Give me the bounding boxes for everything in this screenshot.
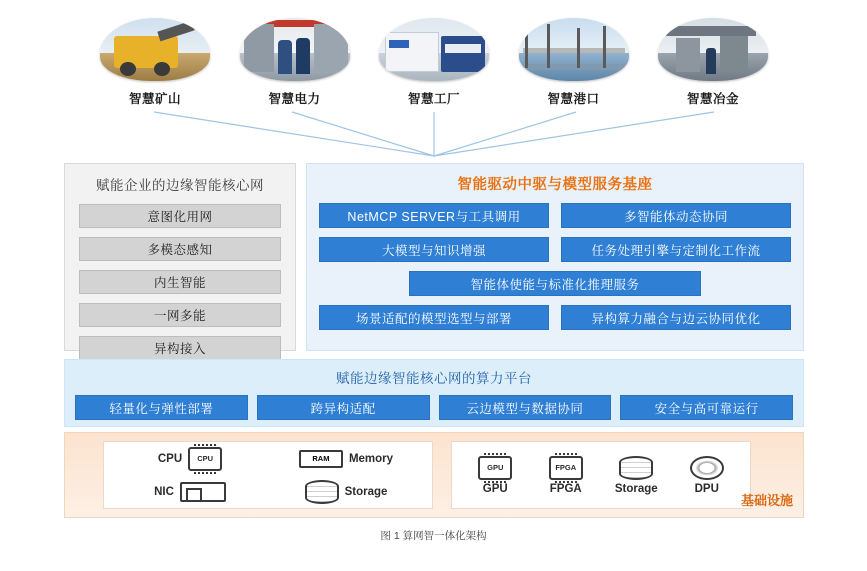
service-item[interactable]: 任务处理引擎与定制化工作流 — [561, 237, 791, 262]
mining-photo — [100, 18, 210, 81]
left-panel-title: 赋能企业的边缘智能核心网 — [96, 178, 264, 193]
hardware-cell — [268, 480, 424, 504]
factory-photo — [379, 18, 489, 81]
scenario-item — [654, 18, 772, 107]
service-row — [319, 237, 791, 262]
figure-caption: 图 1 算网智一体化架构 — [380, 530, 487, 542]
capability-item[interactable]: 意图化用网 — [79, 204, 281, 228]
storage-label: Storage — [614, 482, 658, 495]
platform-item[interactable]: 跨异构适配 — [257, 395, 430, 420]
hardware-cell — [601, 456, 672, 495]
hardware-cell — [268, 450, 424, 468]
service-row — [319, 305, 791, 330]
fpga-chip-icon: FPGA — [549, 456, 583, 480]
platform-item[interactable]: 安全与高可靠运行 — [620, 395, 793, 420]
platform-row — [75, 395, 793, 420]
platform-item[interactable]: 云边模型与数据协同 — [439, 395, 612, 420]
capability-item[interactable]: 内生智能 — [79, 270, 281, 294]
scenario-row — [96, 18, 772, 118]
platform-title: 赋能边缘智能核心网的算力平台 — [336, 371, 532, 386]
power-photo — [240, 18, 350, 81]
hardware-cell — [112, 447, 268, 471]
scenario-item — [375, 18, 493, 107]
storage-label: Storage — [344, 485, 388, 498]
hardware-cell — [460, 456, 531, 495]
capability-item[interactable]: 一网多能 — [79, 303, 281, 327]
nic-label: NIC — [154, 485, 174, 498]
dpu-chip-icon — [690, 456, 724, 480]
gpu-chip-icon: GPU — [478, 456, 512, 480]
hardware-cell — [112, 482, 268, 502]
accelerator-hardware-card — [451, 441, 751, 509]
scenario-label: 智慧工厂 — [407, 92, 460, 106]
scenario-label: 智慧港口 — [547, 92, 600, 106]
memory-label: Memory — [348, 452, 394, 465]
scenario-item — [236, 18, 354, 107]
gpu-label: GPU — [482, 482, 508, 495]
hardware-cell — [531, 456, 602, 495]
capability-item[interactable]: 多模态感知 — [79, 237, 281, 261]
disk-stack-icon — [619, 456, 653, 480]
scenario-label: 智慧电力 — [268, 92, 321, 106]
infrastructure-title: 基础设施 — [740, 493, 793, 508]
edge-core-network-panel — [64, 163, 296, 356]
right-panel-title: 智能驱动中驱与模型服务基座 — [457, 177, 653, 193]
service-item[interactable]: NetMCP SERVER与工具调用 — [319, 203, 549, 228]
hardware-cell — [672, 456, 743, 495]
service-item[interactable]: 异构算力融合与边云协同优化 — [561, 305, 791, 330]
middle-band — [64, 163, 804, 356]
connector-fan — [96, 110, 772, 158]
scenario-label: 智慧矿山 — [128, 92, 181, 106]
model-service-base-panel — [306, 163, 804, 351]
service-item[interactable]: 大模型与知识增强 — [319, 237, 549, 262]
scenario-item — [96, 18, 214, 107]
service-row — [319, 271, 791, 296]
compute-platform-band — [64, 359, 804, 427]
cpu-label: CPU — [157, 452, 183, 465]
ram-stick-icon: RAM — [299, 450, 343, 468]
fpga-label: FPGA — [549, 482, 582, 495]
platform-item[interactable]: 轻量化与弹性部署 — [75, 395, 248, 420]
general-hardware-card — [103, 441, 433, 509]
service-item[interactable]: 场景适配的模型选型与部署 — [319, 305, 549, 330]
nic-card-icon — [180, 482, 226, 502]
service-item[interactable]: 智能体使能与标准化推理服务 — [409, 271, 702, 296]
scenario-item — [515, 18, 633, 107]
capability-item[interactable]: 异构接入 — [79, 336, 281, 360]
cpu-chip-icon: CPU — [188, 447, 222, 471]
service-row — [319, 203, 791, 228]
disk-stack-icon — [305, 480, 339, 504]
scenario-label: 智慧冶金 — [686, 92, 739, 106]
infrastructure-band — [64, 432, 804, 518]
port-photo — [519, 18, 629, 81]
service-item[interactable]: 多智能体动态协同 — [561, 203, 791, 228]
metallurgy-photo — [658, 18, 768, 81]
dpu-label: DPU — [694, 482, 719, 495]
